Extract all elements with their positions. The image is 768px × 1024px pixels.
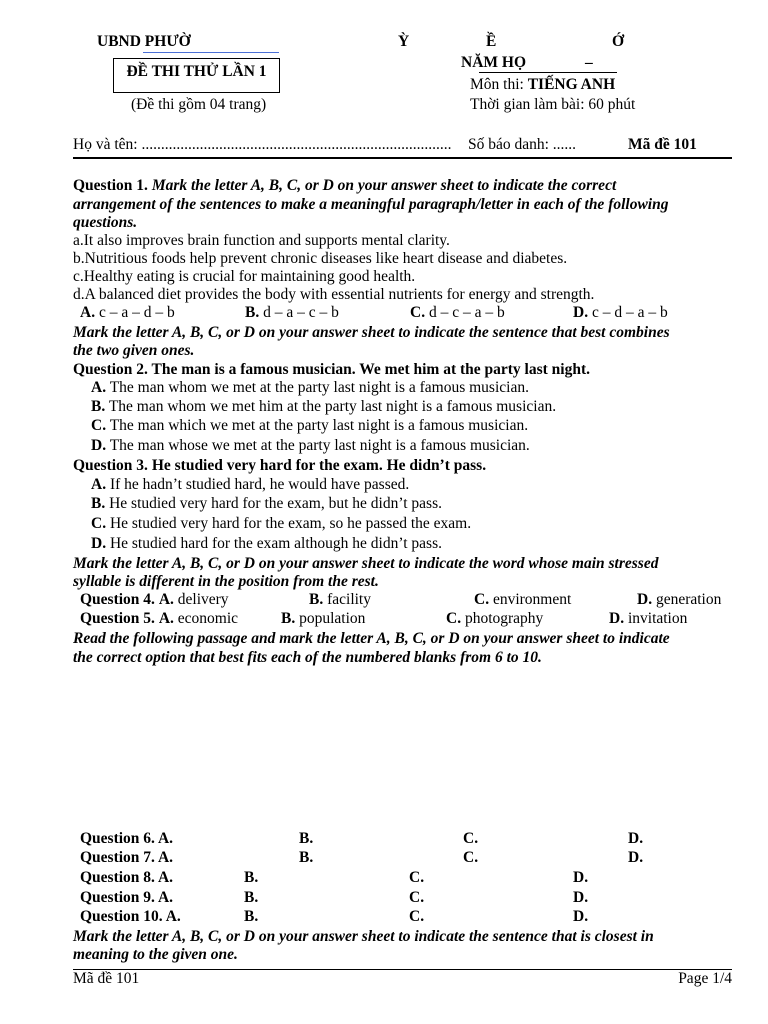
option-letter: A. (157, 830, 174, 847)
question-7-row (0, 849, 768, 867)
subject-line (470, 76, 615, 94)
option-d: D. (573, 908, 589, 925)
option-letter: B. (245, 304, 260, 321)
question-label: Question 10. (80, 908, 163, 925)
option-text: He studied very hard for the exam, but he didn’t pass. (109, 495, 442, 512)
option-letter: A. (158, 591, 174, 608)
question-prompt: He studied very hard for the exam. He didn’t pass. (151, 457, 487, 474)
school-year-row (0, 54, 768, 72)
sentence-item: b.Nutritious foods help prevent chronic diseases like heart disease and diabetes. (73, 250, 568, 267)
candidate-id-field: Số báo danh: ...... (468, 136, 577, 153)
option-text: delivery (177, 591, 229, 608)
option-letter: B. (91, 398, 106, 415)
option-a (80, 610, 238, 628)
option-c: C. (409, 889, 425, 906)
section-instruction-line: the two given ones. (73, 342, 195, 359)
question-label: Question 1. (73, 177, 148, 194)
option-letter: D. (91, 535, 107, 552)
section-instruction-line: Mark the letter A, B, C, or D on your answer sheet to indicate the sentence that is closest in (73, 928, 654, 945)
section-instruction-line: meaning to the given one. (73, 946, 238, 963)
option-c (474, 591, 571, 609)
option-d (573, 304, 668, 322)
option-text: population (299, 610, 366, 627)
option-b: B. (244, 869, 259, 886)
question-label: Question 6. (80, 830, 155, 847)
option-letter: A. (91, 379, 107, 396)
header-top-row (0, 33, 768, 51)
option-c: C. (409, 869, 425, 886)
question-6-row (0, 830, 768, 848)
header-fragment: Ỳ (398, 33, 410, 50)
option-c (91, 417, 528, 435)
subject-label: Môn thi: (470, 76, 524, 93)
option-letter: D. (573, 304, 589, 321)
option-text: environment (492, 591, 572, 608)
question-9-row (0, 889, 768, 907)
option-letter: B. (281, 610, 296, 627)
header-fragment: Ề (486, 33, 497, 50)
option-a (80, 304, 175, 322)
question-label: Question 2. (73, 361, 148, 378)
option-text: He studied hard for the exam although he didn’t pass. (109, 535, 442, 552)
option-text: c – a – d – b (98, 304, 175, 321)
option-letter: D. (91, 437, 107, 454)
option-letter: A. (157, 869, 174, 886)
option-b (245, 304, 339, 322)
sentence-item: a.It also improves brain function and supports mental clarity. (73, 232, 450, 249)
option-b: B. (244, 908, 259, 925)
section-instruction-line: the correct option that best fits each of the numbered blanks from 6 to 10. (73, 649, 542, 666)
sentence-item: c.Healthy eating is crucial for maintaining good health. (73, 268, 416, 285)
option-text: d – a – c – b (263, 304, 339, 321)
option-c (91, 515, 471, 533)
school-year-underline (479, 72, 617, 73)
option-d: D. (628, 849, 644, 866)
option-c (410, 304, 505, 322)
option-letter: D. (637, 591, 653, 608)
question-label: Question 3. (73, 457, 148, 474)
page-number: Page 1/4 (678, 970, 732, 987)
option-d (609, 610, 687, 628)
option-text: invitation (627, 610, 688, 627)
option-text: c – d – a – b (591, 304, 668, 321)
question-label: Question 7. (80, 849, 155, 866)
option-c (446, 610, 543, 628)
option-b (281, 610, 365, 628)
option-d (91, 437, 530, 455)
option-text: photography (464, 610, 544, 627)
question-label: Question 4. (80, 591, 155, 608)
question-10-row (0, 908, 768, 926)
option-b (91, 495, 442, 513)
exam-code: Mã đề 101 (628, 136, 697, 153)
option-letter: B. (91, 495, 106, 512)
exam-title: ĐỀ THI THỬ LẦN 1 (126, 63, 267, 80)
candidate-name-field: Họ và tên: ................................................................................ (73, 136, 452, 153)
option-letter: C. (446, 610, 462, 627)
section-instruction-line: syllable is different in the position from the rest. (73, 573, 379, 590)
option-letter: D. (609, 610, 625, 627)
footer-rule (73, 969, 732, 970)
candidate-row (0, 136, 768, 154)
issuing-authority: UBND PHƯỜ (97, 33, 191, 50)
option-text: The man whose we met at the party last night is a famous musician. (109, 437, 530, 454)
footer-exam-code: Mã đề 101 (73, 970, 140, 987)
option-c: C. (409, 908, 425, 925)
option-a (80, 849, 173, 867)
option-b: B. (299, 849, 314, 866)
option-text: economic (177, 610, 239, 627)
exam-duration: Thời gian làm bài: 60 phút (470, 96, 636, 113)
option-text: d – c – a – b (428, 304, 505, 321)
option-b (309, 591, 371, 609)
option-d (91, 535, 442, 553)
option-letter: C. (91, 515, 107, 532)
option-letter: A. (158, 610, 174, 627)
option-a (80, 889, 173, 907)
option-a (80, 869, 173, 887)
question-label: Question 8. (80, 869, 155, 886)
section-instruction-line: Read the following passage and mark the letter A, B, C, or D on your answer sheet to indicate (73, 630, 670, 647)
option-text: generation (655, 591, 722, 608)
option-letter: A. (157, 889, 174, 906)
option-letter: C. (91, 417, 107, 434)
option-text: The man whom we met at the party last night is a famous musician. (109, 379, 529, 396)
school-year-label: NĂM HỌ (461, 54, 527, 71)
section-instruction-line: Mark the letter A, B, C, or D on your answer sheet to indicate the sentence that best combines (73, 324, 670, 341)
option-b: B. (244, 889, 259, 906)
option-letter: A. (165, 908, 181, 925)
option-d: D. (628, 830, 644, 847)
instruction-line: arrangement of the sentences to make a meaningful paragraph/letter in each of the following (73, 196, 669, 213)
header-fragment: Ớ (612, 33, 625, 50)
authority-underline (143, 52, 279, 53)
sentence-item: d.A balanced diet provides the body with essential nutrients for energy and strength. (73, 286, 595, 303)
question-label: Question 5. (80, 610, 155, 627)
option-a (91, 379, 529, 397)
question-prompt: The man is a famous musician. We met him at the party last night. (151, 361, 591, 378)
option-text: The man which we met at the party last night is a famous musician. (109, 417, 529, 434)
question-2-heading (73, 361, 590, 379)
option-c: C. (463, 830, 479, 847)
section-instruction-line: Mark the letter A, B, C, or D on your answer sheet to indicate the word whose main stressed (73, 555, 659, 572)
question-4-row (0, 591, 768, 609)
header-rule (73, 157, 732, 159)
option-letter: A. (91, 476, 107, 493)
option-letter: C. (410, 304, 426, 321)
option-letter: A. (80, 304, 96, 321)
question-1-heading (73, 177, 616, 195)
question-1-options (0, 304, 768, 322)
option-text: He studied very hard for the exam, so he passed the exam. (109, 515, 472, 532)
instruction-line: questions. (73, 214, 138, 231)
subject-name: TIẾNG ANH (527, 76, 616, 93)
option-d (637, 591, 721, 609)
instruction-line: Mark the letter A, B, C, or D on your answer sheet to indicate the correct (151, 177, 617, 194)
option-a (91, 476, 409, 494)
option-text: The man whom we met him at the party last night is a famous musician. (108, 398, 557, 415)
option-d: D. (573, 869, 589, 886)
option-letter: A. (157, 849, 174, 866)
option-a (80, 591, 229, 609)
option-a (80, 908, 181, 926)
question-8-row (0, 869, 768, 887)
option-text: facility (327, 591, 371, 608)
option-a (80, 830, 173, 848)
question-5-row (0, 610, 768, 628)
option-text: If he hadn’t studied hard, he would have passed. (109, 476, 410, 493)
option-b (91, 398, 556, 416)
question-3-heading (73, 457, 486, 475)
option-letter: B. (309, 591, 324, 608)
option-d: D. (573, 889, 589, 906)
option-b: B. (299, 830, 314, 847)
question-label: Question 9. (80, 889, 155, 906)
page-count-note: (Đề thi gồm 04 trang) (131, 96, 267, 113)
option-c: C. (463, 849, 479, 866)
school-year-dash: – (585, 54, 593, 71)
option-letter: C. (474, 591, 490, 608)
